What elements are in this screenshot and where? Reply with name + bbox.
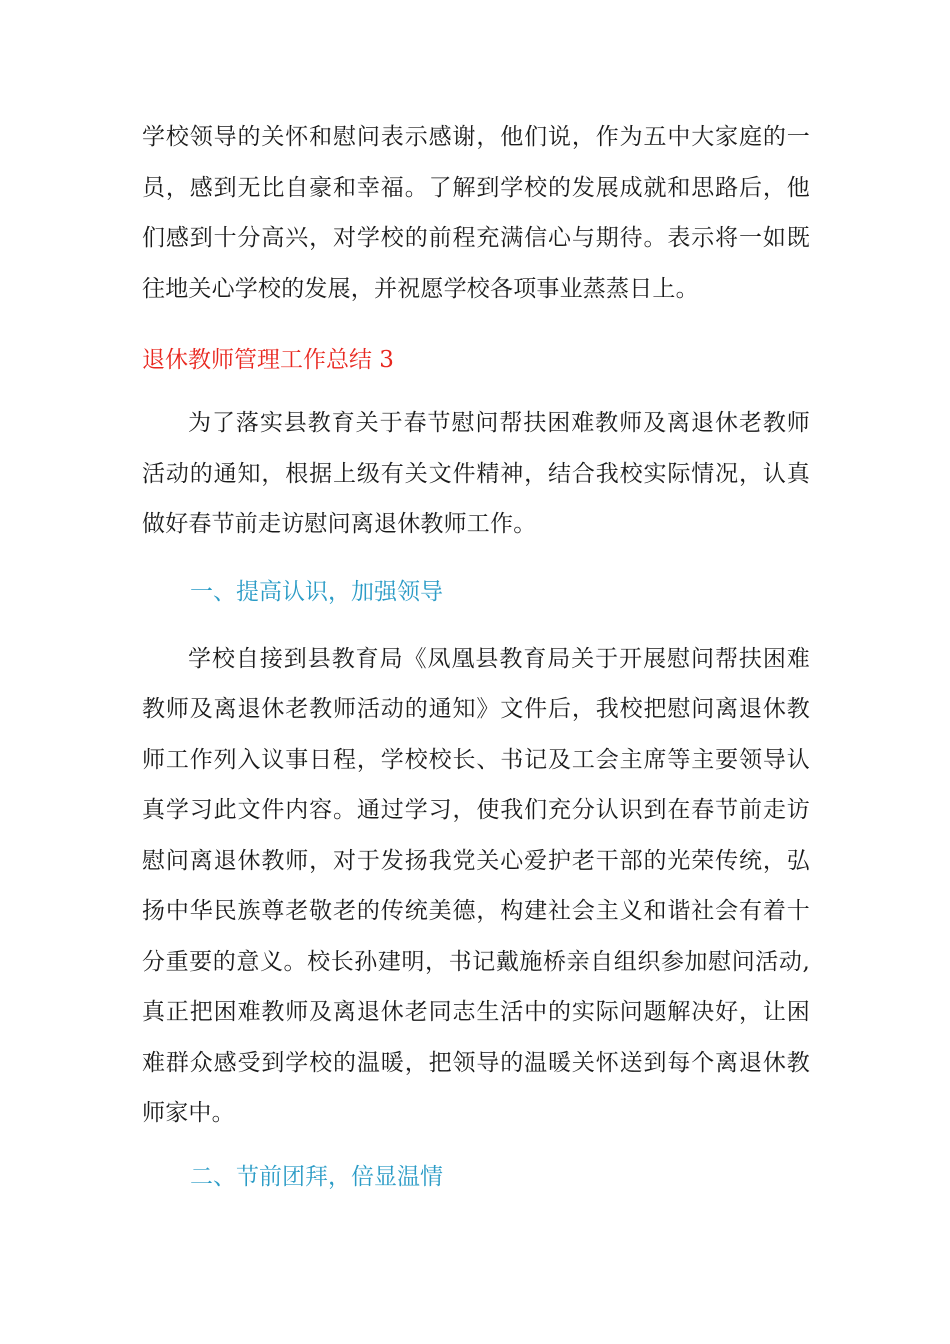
document-page	[142, 112, 810, 1197]
section-title: 退休教师管理工作总结 3	[142, 347, 394, 373]
paragraph-2: 学校自接到县教育局《凤凰县教育局关于开展慰问帮扶困难教师及离退休老教师活动的通知》文件后，我校把慰问离退休教师工作列入议事日程，学校校长、书记及工会主席等主要领导认真学习此文件内容。通过学习，使我们充分认识到在春节前走访慰问离退休教师，对于发扬我党关心爱护老干部的光荣传统，弘扬中华民族尊老敬老的传统美德，构建社会主义和谐社会有着十分重要的意义。校长孙建明，书记戴施桥亲自组织参加慰问活动,真正把困难教师及离退休老同志生活中的实际问题解决好，让困难群众感受到学校的温暖，把领导的温暖关怀送到每个离退休教师家中。	[142, 645, 810, 1126]
paragraph-1: 为了落实县教育关于春节慰问帮扶困难教师及离退休老教师活动的通知，根据上级有关文件精神，结合我校实际情况，认真做好春节前走访慰问离退休教师工作。	[142, 410, 810, 537]
intro-paragraph: 学校领导的关怀和慰问表示感谢，他们说，作为五中大家庭的一员，感到无比自豪和幸福。了解到学校的发展成就和思路后，他们感到十分高兴，对学校的前程充满信心与期待。表示将一如既往地关心学校的发展，并祝愿学校各项事业蒸蒸日上。	[142, 124, 810, 302]
subheading-1: 一、提高认识，加强领导	[190, 578, 443, 605]
subheading-2: 二、节前团拜，倍显温情	[190, 1163, 443, 1190]
